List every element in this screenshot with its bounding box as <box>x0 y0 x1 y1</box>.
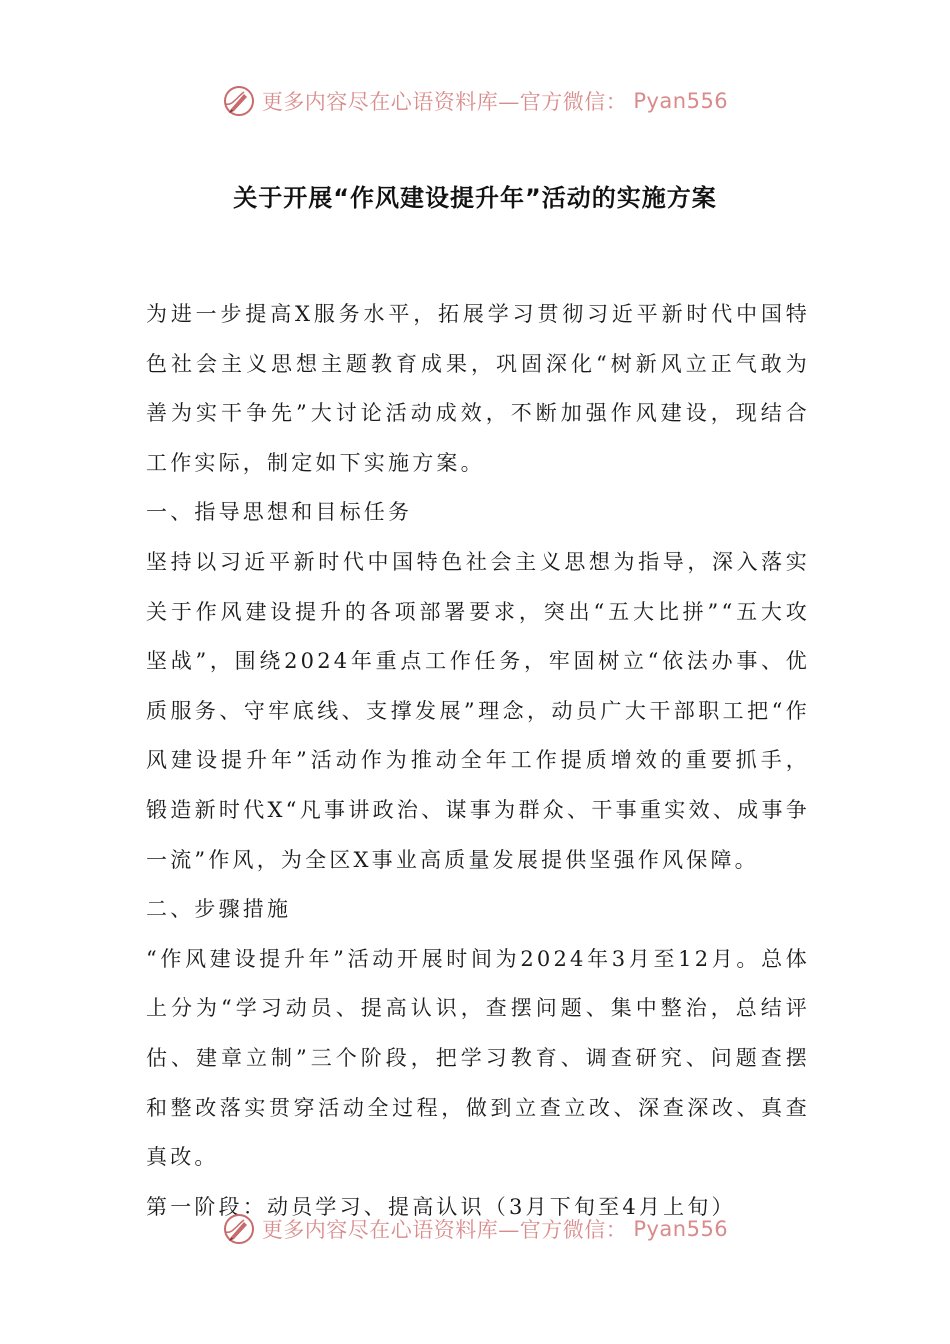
section-2-paragraph: “作风建设提升年”活动开展时间为2024年3月至12月。总体上分为“学习动员、提高认识，查摆问题、集中整治，总结评估、建章立制”三个阶段，把学习教育、调查研究、问题查摆和整改落实贯穿活动全过程，做到立查立改、深查深改、真查真改。 <box>146 946 810 1170</box>
watermark-header <box>0 84 950 118</box>
intro-paragraph: 为进一步提高X服务水平，拓展学习贯彻习近平新时代中国特色社会主义思想主题教育成果，巩固深化“树新风立正气敢为善为实干争先”大讨论活动成效，不断加强作风建设，现结合工作实际，制定如下实施方案。 <box>146 302 810 475</box>
document-title: 关于开展“作风建设提升年”活动的实施方案 <box>233 184 717 212</box>
watermark-text: 更多内容尽在心语资料库—官方微信： <box>261 90 628 114</box>
pen-logo-icon <box>222 1212 256 1246</box>
watermark-wechat-id: Pyan556 <box>633 1217 729 1241</box>
watermark-wechat-id: Pyan556 <box>633 89 729 113</box>
section-heading-2: 二、步骤措施 <box>146 897 292 922</box>
watermark-footer <box>0 1212 950 1246</box>
watermark-text: 更多内容尽在心语资料库—官方微信： <box>261 1218 628 1242</box>
document-body <box>146 290 810 1232</box>
stage-1-heading: 第一阶段：动员学习、提高认识（3月下旬至4月上旬） <box>146 1194 736 1219</box>
pen-logo-icon <box>222 84 256 118</box>
section-heading-1: 一、指导思想和目标任务 <box>146 500 413 525</box>
section-1-paragraph: 坚持以习近平新时代中国特色社会主义思想为指导，深入落实关于作风建设提升的各项部署要求，突出“五大比拼”“五大攻坚战”，围绕2024年重点工作任务，牢固树立“依法办事、优质服务、守牢底线、支撑发展”理念，动员广大干部职工把“作风建设提升年”活动作为推动全年工作提质增效的重要抓手，锻造新时代X“凡事讲政治、谋事为群众、干事重实效、成事争一流”作风，为全区X事业高质量发展提供坚强作风保障。 <box>146 549 810 872</box>
